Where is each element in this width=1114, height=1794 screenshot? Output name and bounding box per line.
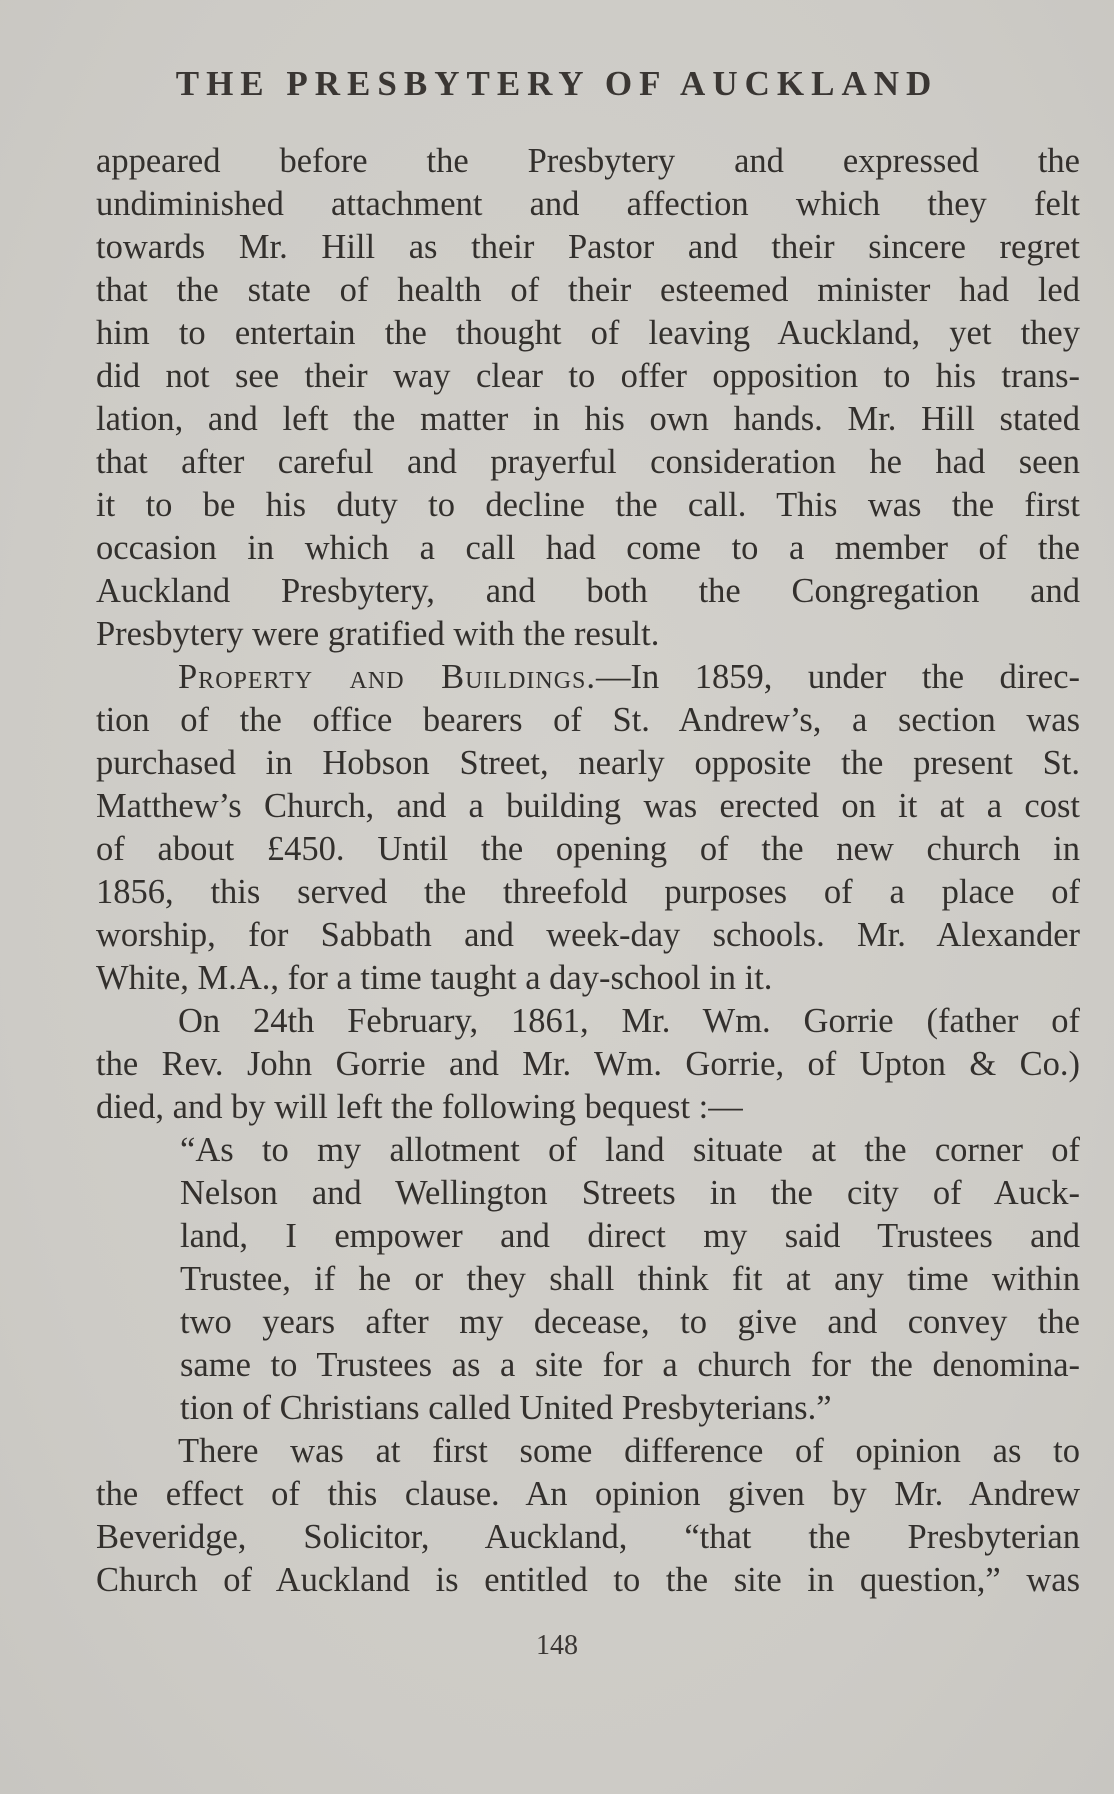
- quote-line: Nelson and Wellington Streets in the city of Auck-: [180, 1174, 1080, 1212]
- text-line: tion of the office bearers of St. Andrew’s, a section was: [96, 701, 1080, 739]
- text-fragment: —In 1859, under the direc-: [596, 658, 1080, 696]
- quote-line: Trustee, if he or they shall think fit at any time within: [180, 1260, 1080, 1298]
- section-first-line: [96, 656, 1080, 699]
- text-line: lation, and left the matter in his own hands. Mr. Hill stated: [96, 400, 1080, 438]
- body-text: [96, 140, 1080, 1602]
- text-line: him to entertain the thought of leaving Auckland, yet they: [96, 314, 1080, 352]
- text-line: purchased in Hobson Street, nearly opposite the present St.: [96, 744, 1080, 782]
- text-line: occasion in which a call had come to a member of the: [96, 529, 1080, 567]
- quote-line: same to Trustees as a site for a church for the denomina-: [180, 1346, 1080, 1384]
- text-line: it to be his duty to decline the call. This was the first: [96, 486, 1080, 524]
- text-line: worship, for Sabbath and week-day schools. Mr. Alexander: [96, 916, 1080, 954]
- text-line: On 24th February, 1861, Mr. Wm. Gorrie (father of: [178, 1002, 1080, 1040]
- text-line: that the state of health of their esteemed minister had led: [96, 271, 1080, 309]
- quote-line: tion of Christians called United Presbyterians.”: [180, 1389, 832, 1427]
- text-line: Presbytery were gratified with the result.: [96, 615, 660, 653]
- text-line: Church of Auckland is entitled to the site in question,” was: [96, 1561, 1080, 1599]
- text-line: appeared before the Presbytery and expressed the: [96, 142, 1080, 180]
- text-line: that after careful and prayerful consideration he had seen: [96, 443, 1080, 481]
- page-number: 148: [536, 1630, 578, 1661]
- text-line: the Rev. John Gorrie and Mr. Wm. Gorrie, of Upton & Co.): [96, 1045, 1080, 1083]
- text-line: Matthew’s Church, and a building was erected on it at a cost: [96, 787, 1080, 825]
- running-head: THE PRESBYTERY OF AUCKLAND: [175, 64, 939, 103]
- text-line: 1856, this served the threefold purposes of a place of: [96, 873, 1080, 911]
- text-line: did not see their way clear to offer opposition to his trans-: [96, 357, 1080, 395]
- quote-line: land, I empower and direct my said Trustees and: [180, 1217, 1080, 1255]
- text-line: White, M.A., for a time taught a day-school in it.: [96, 959, 773, 997]
- section-heading: Property and Buildings.: [178, 658, 597, 696]
- text-line: Auckland Presbytery, and both the Congregation and: [96, 572, 1080, 610]
- text-line: the effect of this clause. An opinion given by Mr. Andrew: [96, 1475, 1080, 1513]
- text-line: Beveridge, Solicitor, Auckland, “that the Presbyterian: [96, 1518, 1080, 1556]
- text-line: towards Mr. Hill as their Pastor and their sincere regret: [96, 228, 1080, 266]
- quote-line: two years after my decease, to give and convey the: [180, 1303, 1080, 1341]
- quote-line: “As to my allotment of land situate at the corner of: [180, 1131, 1080, 1169]
- text-line: There was at first some difference of opinion as to: [178, 1432, 1080, 1470]
- text-line: undiminished attachment and affection which they felt: [96, 185, 1080, 223]
- text-line: died, and by will left the following bequest :—: [96, 1088, 743, 1126]
- text-line: of about £450. Until the opening of the new church in: [96, 830, 1080, 868]
